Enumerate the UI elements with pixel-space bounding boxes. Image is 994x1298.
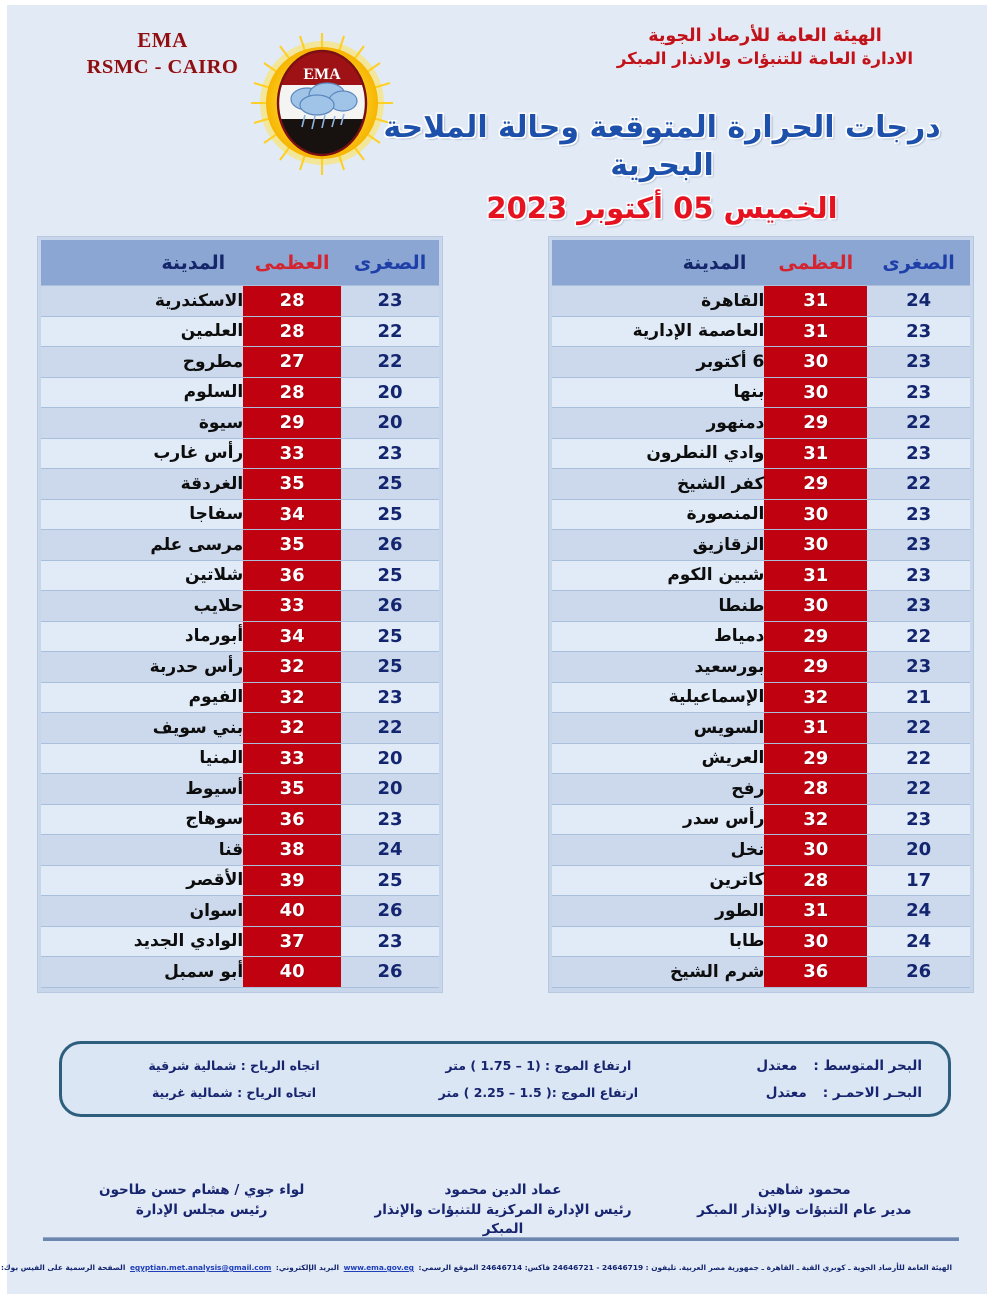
cell-min-temp: 25 [341, 499, 439, 530]
cell-city-name: أبورماد [41, 621, 243, 652]
cell-min-temp: 23 [867, 438, 970, 469]
cell-city-name: الأقصر [41, 865, 243, 896]
cell-min-temp: 23 [341, 438, 439, 469]
cell-city-name: رأس غارب [41, 438, 243, 469]
cell-city-name: شرم الشيخ [552, 957, 764, 988]
column-header-max: العظمى [243, 240, 341, 286]
cell-max-temp: 31 [764, 896, 867, 927]
cell-max-temp: 40 [243, 957, 341, 988]
cell-min-temp: 21 [867, 682, 970, 713]
cell-max-temp: 28 [243, 377, 341, 408]
cell-min-temp: 20 [341, 774, 439, 805]
table-row [41, 896, 439, 927]
cell-max-temp: 32 [243, 652, 341, 683]
cell-min-temp: 25 [341, 865, 439, 896]
marine-lines [62, 1044, 948, 1114]
cell-city-name: قنا [41, 835, 243, 866]
table-row [41, 408, 439, 439]
table-row [41, 438, 439, 469]
cell-max-temp: 31 [764, 560, 867, 591]
table-row [41, 469, 439, 500]
table-row [552, 621, 970, 652]
cell-max-temp: 30 [764, 530, 867, 561]
cell-max-temp: 28 [764, 774, 867, 805]
cell-max-temp: 39 [243, 865, 341, 896]
cell-min-temp: 22 [867, 408, 970, 439]
table-row [552, 560, 970, 591]
org-line-1: الهيئة العامة للأرصاد الجوية [648, 26, 882, 46]
organization-name [565, 25, 965, 70]
table-header-row [41, 240, 439, 286]
cell-city-name: مطروح [41, 347, 243, 378]
cell-min-temp: 23 [867, 347, 970, 378]
forecast-rows-left [41, 286, 439, 988]
cell-city-name: كاترين [552, 865, 764, 896]
logo-text: EMA [303, 66, 341, 83]
cell-max-temp: 33 [243, 438, 341, 469]
cell-min-temp: 22 [867, 621, 970, 652]
cell-city-name: دمياط [552, 621, 764, 652]
cell-city-name: السويس [552, 713, 764, 744]
footer-address: الهيئة العامة للأرصاد الجوية ـ كوبري القبة ـ القاهرة ـ جمهورية مصر العربية. تليفون : 24646719 - 24646721 فاكس: 24646714 الموقع الرسمي: [418, 1263, 952, 1272]
cell-min-temp: 25 [341, 621, 439, 652]
cell-max-temp: 33 [243, 591, 341, 622]
cell-city-name: مرسى علم [41, 530, 243, 561]
cell-min-temp: 25 [341, 560, 439, 591]
cell-city-name: 6 أكتوبر [552, 347, 764, 378]
cell-min-temp: 20 [341, 377, 439, 408]
forecast-tables [7, 236, 987, 1026]
signature-role: رئيس الإدارة المركزية للتنبؤات والإنذار المبكر [374, 1201, 632, 1238]
cell-max-temp: 29 [764, 652, 867, 683]
cell-max-temp: 35 [243, 774, 341, 805]
table-row [552, 377, 970, 408]
cell-city-name: اسوان [41, 896, 243, 927]
cell-max-temp: 28 [764, 865, 867, 896]
cell-min-temp: 26 [867, 957, 970, 988]
cell-min-temp: 20 [341, 743, 439, 774]
cell-max-temp: 29 [764, 743, 867, 774]
ema-abbrev: EMA [137, 28, 188, 52]
cell-max-temp: 31 [764, 438, 867, 469]
cell-max-temp: 27 [243, 347, 341, 378]
cell-min-temp: 22 [867, 743, 970, 774]
table-row [41, 591, 439, 622]
cell-city-name: رفح [552, 774, 764, 805]
cell-min-temp: 22 [867, 713, 970, 744]
table-row [41, 865, 439, 896]
table-row [41, 347, 439, 378]
cell-min-temp: 23 [867, 377, 970, 408]
table-row [552, 316, 970, 347]
org-line-2: الادارة العامة للتنبؤات والانذار المبكر [616, 49, 914, 69]
cell-city-name: العاصمة الإدارية [552, 316, 764, 347]
forecast-table-left [41, 240, 439, 988]
cell-city-name: الإسماعيلية [552, 682, 764, 713]
cell-min-temp: 26 [341, 896, 439, 927]
cell-min-temp: 26 [341, 530, 439, 561]
cell-min-temp: 22 [341, 347, 439, 378]
table-row [552, 774, 970, 805]
cell-min-temp: 22 [867, 469, 970, 500]
cell-min-temp: 22 [341, 316, 439, 347]
page-header [7, 5, 987, 225]
table-row [41, 560, 439, 591]
cell-city-name: رأس سدر [552, 804, 764, 835]
cell-min-temp: 22 [341, 713, 439, 744]
cell-city-name: كفر الشيخ [552, 469, 764, 500]
cell-max-temp: 31 [764, 286, 867, 317]
cell-max-temp: 28 [243, 286, 341, 317]
cell-city-name: طابا [552, 926, 764, 957]
marine-sea-label: البحـر الاحمـر : [822, 1084, 922, 1101]
footer-email-label: البريد الإلكتروني: [275, 1263, 340, 1272]
cell-min-temp: 26 [341, 957, 439, 988]
cell-city-name: سوهاج [41, 804, 243, 835]
marine-wind-direction: اتجاه الرياح : شمالية شرقية [148, 1058, 320, 1073]
bulletin-date: الخميس 05 أكتوبر 2023 [486, 191, 838, 225]
cell-max-temp: 29 [764, 469, 867, 500]
cell-city-name: الزقازيق [552, 530, 764, 561]
marine-state-value: معتدل [756, 1057, 798, 1074]
footer-website-link[interactable]: www.ema.gov.eg [343, 1263, 414, 1272]
column-header-max: العظمى [764, 240, 867, 286]
cell-max-temp: 35 [243, 469, 341, 500]
table-row [41, 621, 439, 652]
cell-min-temp: 23 [867, 499, 970, 530]
cell-max-temp: 32 [764, 804, 867, 835]
cell-city-name: سفاجا [41, 499, 243, 530]
cell-max-temp: 36 [764, 957, 867, 988]
column-header-city: المدينة [552, 240, 764, 286]
cell-max-temp: 38 [243, 835, 341, 866]
cell-min-temp: 23 [867, 316, 970, 347]
table-row [41, 652, 439, 683]
cell-max-temp: 31 [764, 713, 867, 744]
cell-city-name: شبين الكوم [552, 560, 764, 591]
table-row [41, 682, 439, 713]
cell-city-name: القاهرة [552, 286, 764, 317]
table-header-row [552, 240, 970, 286]
marine-wave-height: ارتفاع الموج :( 1.5 – 2.25 ) متر [438, 1085, 639, 1100]
table-row [41, 316, 439, 347]
table-row [552, 347, 970, 378]
table-row [41, 713, 439, 744]
cell-max-temp: 32 [764, 682, 867, 713]
table-row [552, 591, 970, 622]
cell-max-temp: 29 [764, 621, 867, 652]
forecast-table-right-container [548, 236, 974, 993]
cell-city-name: الغردقة [41, 469, 243, 500]
cell-max-temp: 35 [243, 530, 341, 561]
cell-city-name: طنطا [552, 591, 764, 622]
cell-city-name: بورسعيد [552, 652, 764, 683]
table-row [552, 743, 970, 774]
cell-max-temp: 30 [764, 377, 867, 408]
table-row [552, 499, 970, 530]
marine-state-value: معتدل [765, 1084, 807, 1101]
rsmc-cairo-label: RSMC - CAIRO [86, 55, 239, 78]
cell-max-temp: 34 [243, 621, 341, 652]
cell-min-temp: 23 [341, 804, 439, 835]
table-row [41, 286, 439, 317]
cell-city-name: سيوة [41, 408, 243, 439]
cell-min-temp: 24 [867, 896, 970, 927]
table-row [41, 926, 439, 957]
table-row [552, 835, 970, 866]
cell-city-name: أبو سمبل [41, 957, 243, 988]
cell-max-temp: 37 [243, 926, 341, 957]
cell-min-temp: 23 [867, 530, 970, 561]
signature-name: لواء جوي / هشام حسن طاحون [99, 1182, 305, 1198]
table-row [41, 499, 439, 530]
cell-min-temp: 23 [341, 682, 439, 713]
marine-conditions-box [59, 1041, 951, 1117]
cell-min-temp: 23 [341, 926, 439, 957]
forecast-rows-right [552, 286, 970, 988]
forecast-table-right [552, 240, 970, 988]
cell-city-name: بني سويف [41, 713, 243, 744]
table-row [41, 743, 439, 774]
cell-city-name: العريش [552, 743, 764, 774]
cell-max-temp: 36 [243, 560, 341, 591]
marine-wind-direction: اتجاه الرياح : شمالية غربية [151, 1085, 316, 1100]
cell-max-temp: 29 [764, 408, 867, 439]
cell-city-name: العلمين [41, 316, 243, 347]
marine-row [88, 1079, 922, 1106]
cell-city-name: السلوم [41, 377, 243, 408]
table-row [41, 957, 439, 988]
table-row [41, 530, 439, 561]
footer-contact [0, 1263, 953, 1272]
table-row [41, 774, 439, 805]
cell-max-temp: 30 [764, 835, 867, 866]
column-header-min: الصغرى [867, 240, 970, 286]
signature-role: مدير عام التنبؤات والإنذار المبكر [697, 1201, 912, 1218]
cell-min-temp: 20 [867, 835, 970, 866]
table-row [552, 652, 970, 683]
cell-city-name: وادي النطرون [552, 438, 764, 469]
cell-city-name: أسيوط [41, 774, 243, 805]
cell-city-name: حلايب [41, 591, 243, 622]
signature-block [654, 1181, 955, 1233]
cell-max-temp: 33 [243, 743, 341, 774]
footer-facebook-label: الصفحة الرسمية على الفيس بوك: [0, 1263, 126, 1272]
cell-min-temp: 25 [341, 652, 439, 683]
column-header-min: الصغرى [341, 240, 439, 286]
cell-city-name: نخل [552, 835, 764, 866]
table-row [552, 804, 970, 835]
table-row [552, 957, 970, 988]
signature-block [51, 1181, 352, 1233]
cell-min-temp: 23 [341, 286, 439, 317]
cell-max-temp: 36 [243, 804, 341, 835]
cell-min-temp: 24 [867, 286, 970, 317]
cell-min-temp: 24 [867, 926, 970, 957]
cell-city-name: الوادي الجديد [41, 926, 243, 957]
cell-min-temp: 25 [341, 469, 439, 500]
cell-city-name: رأس حدربة [41, 652, 243, 683]
cell-city-name: شلاتين [41, 560, 243, 591]
cell-max-temp: 34 [243, 499, 341, 530]
table-row [552, 926, 970, 957]
signature-name: عماد الدين محمود [444, 1182, 562, 1198]
cell-city-name: بنها [552, 377, 764, 408]
cell-min-temp: 24 [341, 835, 439, 866]
cell-max-temp: 28 [243, 316, 341, 347]
signature-role: رئيس مجلس الإدارة [135, 1201, 268, 1218]
cell-max-temp: 30 [764, 499, 867, 530]
table-row [41, 835, 439, 866]
table-row [552, 530, 970, 561]
marine-sea-state [697, 1085, 922, 1101]
title-block [362, 109, 962, 225]
cell-min-temp: 23 [867, 560, 970, 591]
marine-sea-label: البحر المتوسط : [813, 1057, 922, 1074]
cell-city-name: المنيا [41, 743, 243, 774]
table-row [41, 377, 439, 408]
cell-min-temp: 20 [341, 408, 439, 439]
column-header-city: المدينة [41, 240, 243, 286]
table-row [552, 896, 970, 927]
signature-name: محمود شاهين [758, 1182, 851, 1198]
cell-max-temp: 30 [764, 926, 867, 957]
forecast-table-left-container [37, 236, 443, 993]
table-row [552, 865, 970, 896]
ema-rsmc-label [55, 27, 270, 80]
cell-min-temp: 23 [867, 591, 970, 622]
cell-city-name: الفيوم [41, 682, 243, 713]
cell-city-name: دمنهور [552, 408, 764, 439]
cell-min-temp: 23 [867, 804, 970, 835]
cell-min-temp: 17 [867, 865, 970, 896]
signature-divider [43, 1237, 959, 1241]
cell-min-temp: 22 [867, 774, 970, 805]
table-row [552, 682, 970, 713]
cell-city-name: المنصورة [552, 499, 764, 530]
table-row [552, 469, 970, 500]
cell-max-temp: 30 [764, 591, 867, 622]
footer-email-link[interactable]: egyptian.met.analysis@gmail.com [129, 1263, 272, 1272]
table-row [552, 713, 970, 744]
marine-wave-height: ارتفاع الموج : (1 – 1.75 ) متر [445, 1058, 632, 1073]
table-row [552, 438, 970, 469]
cell-city-name: الطور [552, 896, 764, 927]
cell-min-temp: 26 [341, 591, 439, 622]
cell-max-temp: 40 [243, 896, 341, 927]
cell-max-temp: 32 [243, 713, 341, 744]
marine-row [88, 1052, 922, 1079]
cell-city-name: الاسكندرية [41, 286, 243, 317]
cell-max-temp: 32 [243, 682, 341, 713]
cell-max-temp: 31 [764, 316, 867, 347]
marine-sea-state [697, 1058, 922, 1074]
page-title: درجات الحرارة المتوقعة وحالة الملاحة البحرية [383, 110, 941, 183]
cell-max-temp: 29 [243, 408, 341, 439]
signature-block [352, 1181, 653, 1238]
table-row [552, 408, 970, 439]
signatures-row [51, 1181, 955, 1238]
cell-min-temp: 23 [867, 652, 970, 683]
table-row [552, 286, 970, 317]
table-row [41, 804, 439, 835]
cell-max-temp: 30 [764, 347, 867, 378]
